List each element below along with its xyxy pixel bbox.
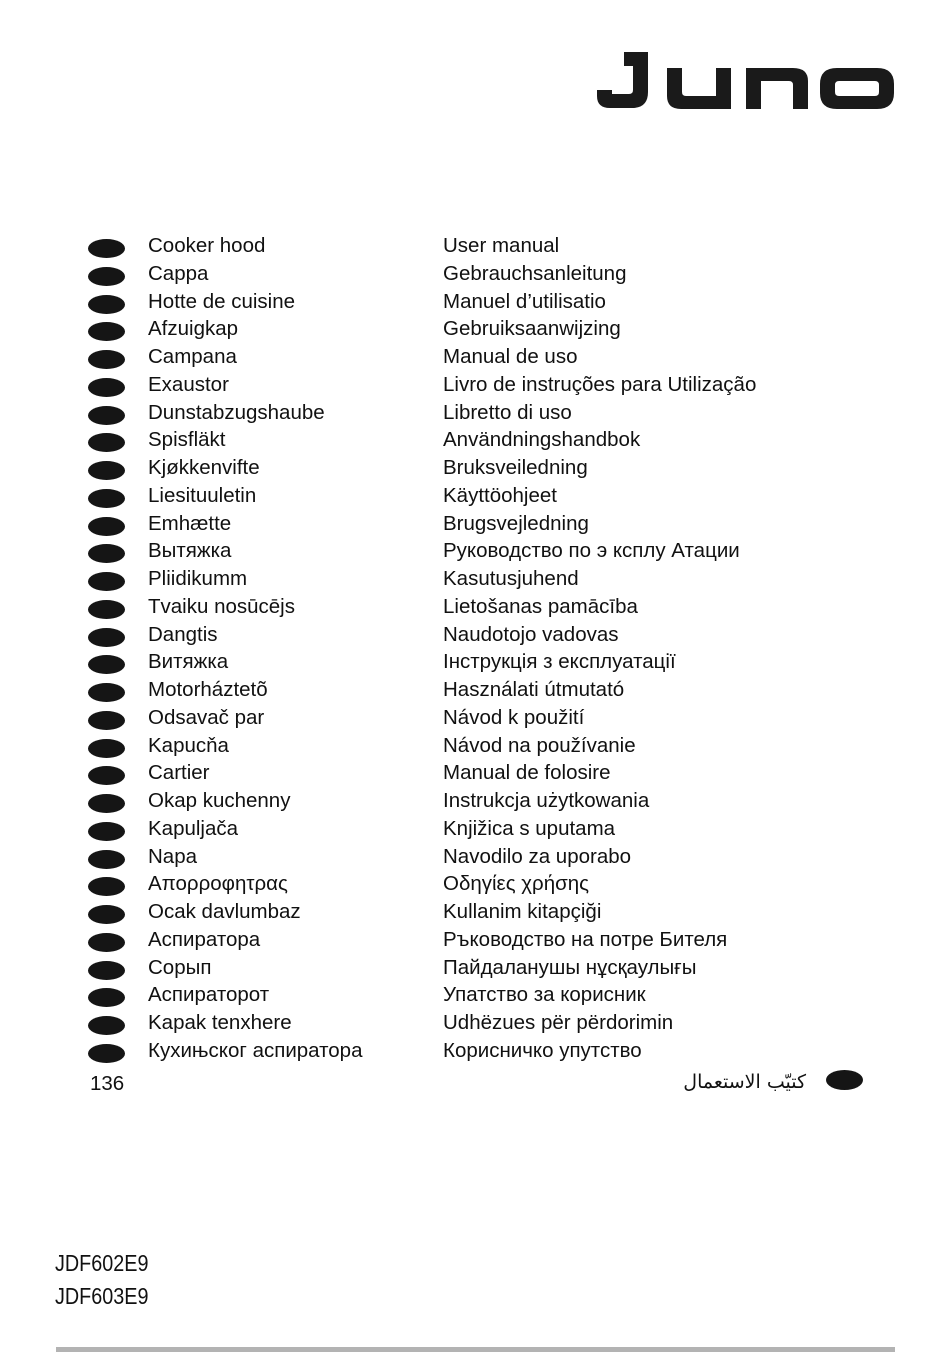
language-row xyxy=(88,565,848,593)
language-bullet xyxy=(88,572,125,591)
product-name: Kapak tenxhere xyxy=(148,1011,292,1034)
manual-title: Navodilo za uporabo xyxy=(443,844,632,868)
language-bullet xyxy=(88,406,125,425)
language-bullet xyxy=(88,517,125,536)
language-bullet xyxy=(88,295,125,314)
bottom-divider xyxy=(56,1347,895,1352)
language-row xyxy=(88,843,848,871)
manual-title: Gebruiksaanwijzing xyxy=(443,317,621,341)
product-name: Ocak davlumbaz xyxy=(148,900,301,923)
language-bullet xyxy=(88,933,125,952)
product-name: Кухињског аспиратора xyxy=(148,1038,363,1062)
manual-title: Instrukcja użytkowania xyxy=(443,789,650,812)
product-name: Napa xyxy=(148,844,198,868)
arabic-language-bullet xyxy=(826,1070,863,1090)
page-reference: 136 xyxy=(90,1072,125,1095)
manual-title: Návod k použití xyxy=(443,705,585,729)
language-bullet xyxy=(88,1044,125,1063)
product-name: Liesituuletin xyxy=(148,483,257,507)
product-name: Spisfläkt xyxy=(148,428,226,452)
language-bullet xyxy=(88,461,125,480)
model-code: JDF603E9 xyxy=(55,1283,149,1309)
manual-title: Manual de folosire xyxy=(443,761,611,785)
language-row xyxy=(88,759,848,787)
manual-title: Kasutusjuhend xyxy=(443,567,579,590)
product-name: Kjøkkenvifte xyxy=(148,456,260,479)
product-name: Аспиратора xyxy=(148,927,261,951)
language-bullet xyxy=(88,850,125,869)
language-row xyxy=(88,704,848,732)
language-row xyxy=(88,399,848,427)
juno-logo-mark xyxy=(594,48,898,114)
language-row xyxy=(88,1009,848,1037)
language-bullet xyxy=(88,905,125,924)
product-name: Hotte de cuisine xyxy=(148,289,296,313)
manual-title: Libretto di uso xyxy=(443,400,572,424)
manual-title: Brugsvejledning xyxy=(443,511,589,535)
manual-title: Οδηγίες χρήσης xyxy=(443,872,590,896)
manual-title: Упатство за корисник xyxy=(443,983,646,1007)
language-bullet xyxy=(88,544,125,563)
language-row xyxy=(88,343,848,371)
language-bullet xyxy=(88,350,125,369)
language-row xyxy=(88,732,848,760)
language-bullet xyxy=(88,683,125,702)
manual-title: Käyttöohjeet xyxy=(443,483,557,507)
juno-logo xyxy=(594,48,898,114)
manual-title: Bruksveiledning xyxy=(443,456,588,479)
product-name: Kapuljača xyxy=(148,816,239,840)
language-row xyxy=(88,648,848,676)
product-name: Odsavač par xyxy=(148,705,265,729)
language-row xyxy=(88,232,848,260)
language-row xyxy=(88,510,848,538)
language-row xyxy=(88,371,848,399)
manual-title: Ръководство на потре Бителя xyxy=(443,927,728,951)
product-name: Kapucňa xyxy=(148,733,229,757)
product-name: Tvaiku nosūcējs xyxy=(148,594,295,618)
manual-title: Kullanim kitapçiği xyxy=(443,900,602,923)
manual-title: Пайдаланушы нұсқаулығы xyxy=(443,955,697,979)
language-bullet xyxy=(88,961,125,980)
language-row xyxy=(88,426,848,454)
language-bullet xyxy=(88,766,125,785)
language-bullet xyxy=(88,433,125,452)
language-bullet xyxy=(88,378,125,397)
arabic-language-row xyxy=(0,1065,950,1099)
manual-title: Livro de instruções para Utilização xyxy=(443,372,757,396)
manual-title: Návod na používanie xyxy=(443,733,636,757)
language-row xyxy=(88,482,848,510)
language-bullet xyxy=(88,988,125,1007)
manual-title: Manual de uso xyxy=(443,345,578,368)
language-bullet xyxy=(88,822,125,841)
language-bullet xyxy=(88,1016,125,1035)
manual-title: Naudotojo vadovas xyxy=(443,622,619,646)
language-bullet xyxy=(88,794,125,813)
product-name: Pliidikumm xyxy=(148,567,248,590)
language-bullet xyxy=(88,600,125,619)
model-code: JDF602E9 xyxy=(55,1250,149,1276)
manual-title: Användningshandbok xyxy=(443,428,641,452)
manual-title: Lietošanas pamācība xyxy=(443,594,638,618)
product-name: Afzuigkap xyxy=(148,317,239,341)
product-name: Campana xyxy=(148,345,237,368)
language-bullet xyxy=(88,628,125,647)
language-row xyxy=(88,260,848,288)
language-row xyxy=(88,926,848,954)
product-name: Вытяжка xyxy=(148,539,232,563)
language-row xyxy=(88,870,848,898)
product-name: Dunstabzugshaube xyxy=(148,400,325,424)
language-row xyxy=(88,454,848,482)
product-name: Витяжка xyxy=(148,650,229,674)
manual-title: Руководство по э ксплу Атации xyxy=(443,539,740,563)
product-name: Emhætte xyxy=(148,511,232,535)
language-bullet xyxy=(88,877,125,896)
language-bullet xyxy=(88,239,125,258)
language-bullet xyxy=(88,267,125,286)
language-bullet xyxy=(88,711,125,730)
language-bullet xyxy=(88,322,125,341)
language-row xyxy=(88,787,848,815)
product-name: Exaustor xyxy=(148,372,229,396)
language-row xyxy=(88,537,848,565)
language-row xyxy=(88,1037,848,1065)
language-row xyxy=(88,815,848,843)
language-bullet xyxy=(88,655,125,674)
manual-title: Knjižica s uputama xyxy=(443,816,616,840)
language-row xyxy=(88,954,848,982)
product-name: Απορροφητρας xyxy=(148,872,288,896)
language-row xyxy=(88,898,848,926)
product-name: Dangtis xyxy=(148,622,218,646)
language-row xyxy=(88,315,848,343)
language-row xyxy=(88,288,848,316)
language-row xyxy=(88,593,848,621)
product-name: Okap kuchenny xyxy=(148,789,291,812)
manual-title: Udhëzues për përdorimin xyxy=(443,1011,674,1034)
language-bullet xyxy=(88,739,125,758)
product-name: Сорып xyxy=(148,955,212,979)
manual-title: Manuel d’utilisatio xyxy=(443,289,606,313)
language-row xyxy=(88,676,848,704)
language-bullet xyxy=(88,489,125,508)
manual-title: Корисничко упутство xyxy=(443,1038,642,1062)
language-row xyxy=(88,981,848,1009)
manual-title: User manual xyxy=(443,234,560,257)
language-list xyxy=(88,232,848,1065)
product-name: Cappa xyxy=(148,261,209,285)
product-name: Motorháztetõ xyxy=(148,678,268,701)
manual-title: Gebrauchsanleitung xyxy=(443,261,627,285)
manual-title: Használati útmutató xyxy=(443,678,625,701)
arabic-manual-title: كتيّب الاستعمال xyxy=(683,1071,806,1093)
product-name: Аспираторот xyxy=(148,983,270,1007)
manual-title: Інструкція з експлуатації xyxy=(443,650,676,674)
model-codes xyxy=(55,1247,164,1313)
product-name: Cooker hood xyxy=(148,234,266,257)
language-row xyxy=(88,621,848,649)
product-name: Cartier xyxy=(148,761,210,785)
